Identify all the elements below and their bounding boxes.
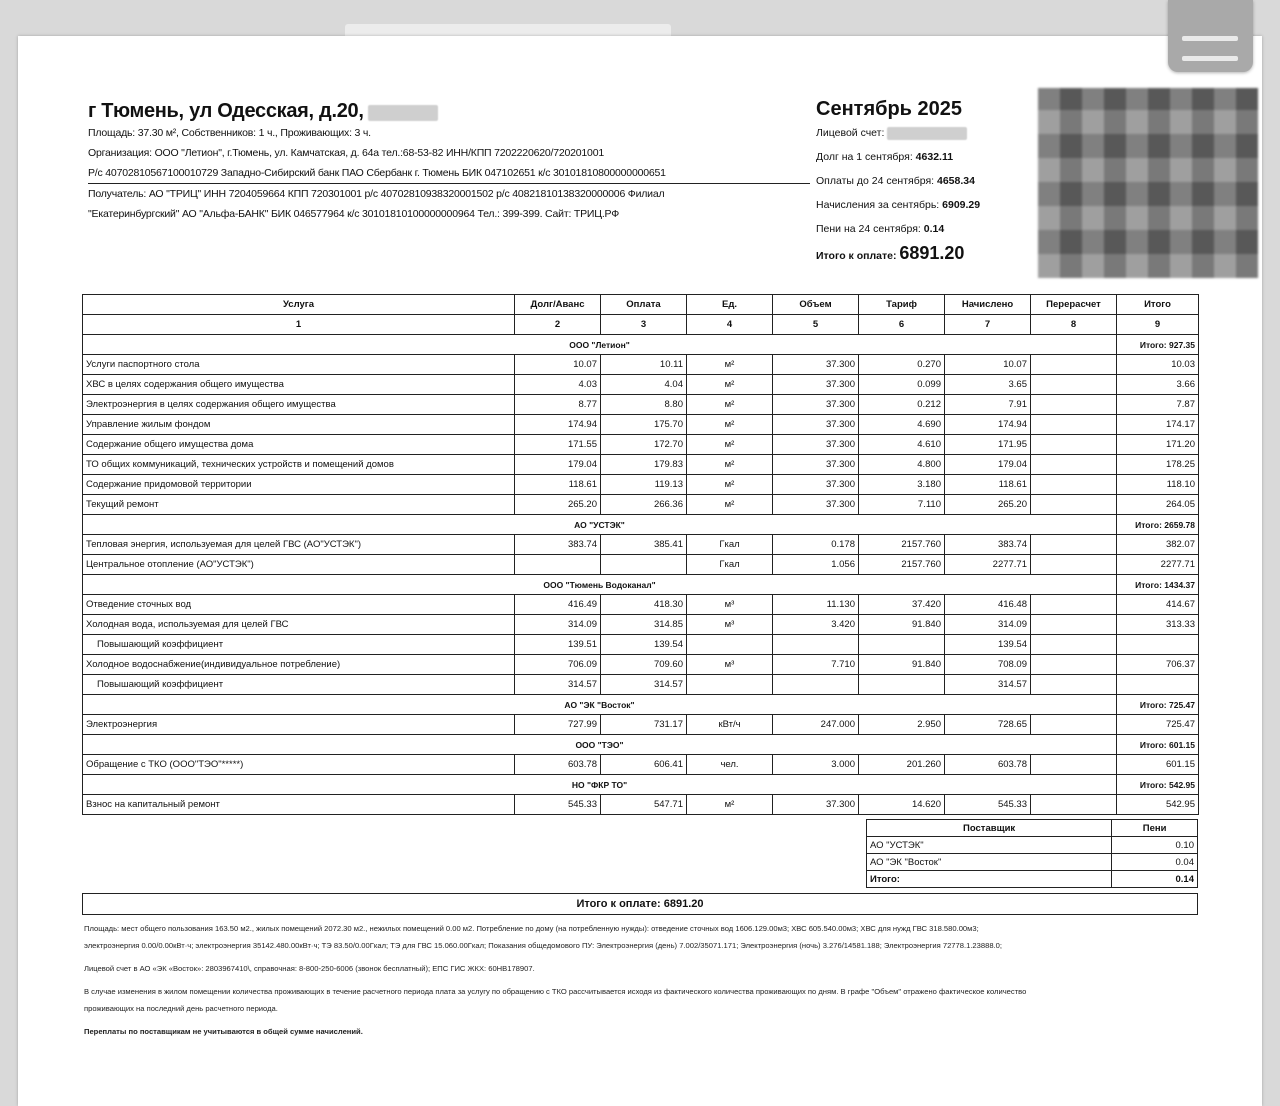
table-cell bbox=[1031, 675, 1117, 695]
col-header: Итого bbox=[1117, 295, 1199, 315]
table-cell: 4.04 bbox=[601, 375, 687, 395]
penalty-value: 0.14 bbox=[923, 223, 945, 235]
total-value: 6891.20 bbox=[899, 243, 965, 263]
table-cell: 0.178 bbox=[773, 535, 859, 555]
table-header-row bbox=[83, 295, 1199, 315]
col-number: 5 bbox=[773, 315, 859, 335]
table-cell: м² bbox=[687, 415, 773, 435]
summary-block bbox=[816, 98, 1036, 264]
table-cell: 3.180 bbox=[859, 475, 945, 495]
penalty-row: АО "УСТЭК" 0.10 bbox=[867, 837, 1198, 854]
provider-row bbox=[83, 735, 1199, 755]
table-cell: 10.11 bbox=[601, 355, 687, 375]
table-cell: 118.61 bbox=[515, 475, 601, 495]
col-header: Перерасчет bbox=[1031, 295, 1117, 315]
service-name: Обращение с ТКО (ООО"ТЭО"*****) bbox=[83, 755, 515, 775]
table-cell bbox=[1031, 355, 1117, 375]
provider-name: ООО "ТЭО" bbox=[83, 735, 1117, 755]
table-cell bbox=[1031, 535, 1117, 555]
table-cell: 0.212 bbox=[859, 395, 945, 415]
table-cell: 171.20 bbox=[1117, 435, 1199, 455]
table-cell: 545.33 bbox=[515, 795, 601, 815]
bank-line: Р/с 40702810567100010729 Западно-Сибирский банк ПАО Сбербанк г. Тюмень БИК 047102651 к/с 30101810800000000651 bbox=[88, 163, 810, 184]
service-name: Холодная вода, используемая для целей ГВС bbox=[83, 615, 515, 635]
table-cell: 3.420 bbox=[773, 615, 859, 635]
col-number: 7 bbox=[945, 315, 1031, 335]
penalties-table bbox=[866, 819, 1198, 888]
grand-total: Итого к оплате: 6891.20 bbox=[82, 893, 1198, 915]
provider-row bbox=[83, 695, 1199, 715]
debt-label: Долг на 1 сентября: bbox=[816, 151, 913, 163]
recipient-line-1: Получатель: АО "ТРИЦ" ИНН 7204059664 КПП 720301001 р/с 40702810938320001502 р/с 40821810138320000006 Филиал bbox=[88, 188, 665, 200]
table-cell: 10.07 bbox=[945, 355, 1031, 375]
table-cell: 314.09 bbox=[945, 615, 1031, 635]
table-row bbox=[83, 655, 1199, 675]
table-colnum-row bbox=[83, 315, 1199, 335]
table-cell: 247.000 bbox=[773, 715, 859, 735]
table-cell: 37.300 bbox=[773, 375, 859, 395]
table-cell: 37.300 bbox=[773, 355, 859, 375]
col-number: 9 bbox=[1117, 315, 1199, 335]
table-cell: 118.10 bbox=[1117, 475, 1199, 495]
penalty-row: АО "ЭК "Восток" 0.04 bbox=[867, 854, 1198, 871]
provider-name: ООО "Тюмень Водоканал" bbox=[83, 575, 1117, 595]
paid-value: 4658.34 bbox=[937, 175, 975, 187]
table-row bbox=[83, 795, 1199, 815]
provider-total: Итого: 2659.78 bbox=[1117, 515, 1199, 535]
col-number: 6 bbox=[859, 315, 945, 335]
note-line: проживающих на последний день расчетного периода. bbox=[84, 1004, 278, 1013]
table-cell: 179.04 bbox=[515, 455, 601, 475]
table-cell: 37.300 bbox=[773, 455, 859, 475]
table-cell: м³ bbox=[687, 615, 773, 635]
table-cell: 731.17 bbox=[601, 715, 687, 735]
service-name: Центральное отопление (АО"УСТЭК") bbox=[83, 555, 515, 575]
table-cell bbox=[1031, 395, 1117, 415]
table-cell: 37.420 bbox=[859, 595, 945, 615]
redacted-account-number bbox=[887, 127, 967, 140]
provider-row bbox=[83, 515, 1199, 535]
table-cell: 14.620 bbox=[859, 795, 945, 815]
table-cell: 174.17 bbox=[1117, 415, 1199, 435]
table-row bbox=[83, 535, 1199, 555]
table-cell: 606.41 bbox=[601, 755, 687, 775]
redacted-apartment bbox=[368, 105, 438, 121]
col-header: Ед. bbox=[687, 295, 773, 315]
penalty-supplier-header: Поставщик bbox=[867, 820, 1112, 837]
service-name: ХВС в целях содержания общего имущества bbox=[83, 375, 515, 395]
table-cell: 542.95 bbox=[1117, 795, 1199, 815]
table-cell: м² bbox=[687, 435, 773, 455]
table-cell: 1.056 bbox=[773, 555, 859, 575]
table-cell: 418.30 bbox=[601, 595, 687, 615]
table-cell: 174.94 bbox=[945, 415, 1031, 435]
table-cell: 8.77 bbox=[515, 395, 601, 415]
table-cell: 725.47 bbox=[1117, 715, 1199, 735]
footnotes bbox=[84, 920, 1196, 1040]
table-cell: 728.65 bbox=[945, 715, 1031, 735]
table-cell: 2157.760 bbox=[859, 555, 945, 575]
table-cell: 601.15 bbox=[1117, 755, 1199, 775]
table-cell: 7.110 bbox=[859, 495, 945, 515]
table-cell: 178.25 bbox=[1117, 455, 1199, 475]
provider-total: Итого: 601.15 bbox=[1117, 735, 1199, 755]
table-cell: 266.36 bbox=[601, 495, 687, 515]
table-cell: 11.130 bbox=[773, 595, 859, 615]
table-cell: м² bbox=[687, 495, 773, 515]
table-cell: 414.67 bbox=[1117, 595, 1199, 615]
provider-total: Итого: 927.35 bbox=[1117, 335, 1199, 355]
table-cell: 706.37 bbox=[1117, 655, 1199, 675]
table-row bbox=[83, 415, 1199, 435]
service-name: Услуги паспортного стола bbox=[83, 355, 515, 375]
col-header: Объем bbox=[773, 295, 859, 315]
table-cell: 313.33 bbox=[1117, 615, 1199, 635]
table-cell: 3.65 bbox=[945, 375, 1031, 395]
qr-code-pixelated bbox=[1038, 88, 1258, 278]
service-name: Текущий ремонт bbox=[83, 495, 515, 515]
table-row bbox=[83, 435, 1199, 455]
table-row bbox=[83, 715, 1199, 735]
table-row bbox=[83, 555, 1199, 575]
table-cell bbox=[1031, 415, 1117, 435]
table-cell: 7.91 bbox=[945, 395, 1031, 415]
table-cell: 175.70 bbox=[601, 415, 687, 435]
table-cell bbox=[773, 675, 859, 695]
table-cell: 139.54 bbox=[601, 635, 687, 655]
table-cell: 706.09 bbox=[515, 655, 601, 675]
table-cell: 7.87 bbox=[1117, 395, 1199, 415]
table-cell: 119.13 bbox=[601, 475, 687, 495]
penalty-amount-header: Пени bbox=[1112, 820, 1198, 837]
table-cell: 4.610 bbox=[859, 435, 945, 455]
table-cell: 416.49 bbox=[515, 595, 601, 615]
table-cell: 91.840 bbox=[859, 615, 945, 635]
table-cell bbox=[1031, 555, 1117, 575]
service-name: Электроэнергия в целях содержания общего имущества bbox=[83, 395, 515, 415]
table-cell: чел. bbox=[687, 755, 773, 775]
table-row bbox=[83, 615, 1199, 635]
table-cell: 139.54 bbox=[945, 635, 1031, 655]
table-row bbox=[83, 455, 1199, 475]
service-name: Управление жилым фондом bbox=[83, 415, 515, 435]
table-cell: 2277.71 bbox=[945, 555, 1031, 575]
table-cell: 174.94 bbox=[515, 415, 601, 435]
provider-total: Итого: 542.95 bbox=[1117, 775, 1199, 795]
table-cell: 3.000 bbox=[773, 755, 859, 775]
provider-row bbox=[83, 575, 1199, 595]
total-label: Итого к оплате: bbox=[816, 250, 897, 262]
col-number: 2 bbox=[515, 315, 601, 335]
service-name: Взнос на капитальный ремонт bbox=[83, 795, 515, 815]
table-cell bbox=[1031, 795, 1117, 815]
provider-row bbox=[83, 335, 1199, 355]
table-cell: 37.300 bbox=[773, 795, 859, 815]
table-cell bbox=[1031, 595, 1117, 615]
table-cell: 547.71 bbox=[601, 795, 687, 815]
provider-name: АО "УСТЭК" bbox=[83, 515, 1117, 535]
table-cell: 37.300 bbox=[773, 475, 859, 495]
note-line: Площадь: мест общего пользования 163.50 м2., жилых помещений 2072.30 м2., нежилых помещений 0.00 м2. Потребление по дому (на потребленную нужды): отведение сточных вод 1606.129.00м3; ХВС 605.540.00м3; ХВС для нужд ГВС 318.580.00м3; bbox=[84, 924, 979, 933]
table-cell: 171.55 bbox=[515, 435, 601, 455]
table-cell: 91.840 bbox=[859, 655, 945, 675]
table-cell: 314.57 bbox=[945, 675, 1031, 695]
table-cell: кВт/ч bbox=[687, 715, 773, 735]
table-cell: 545.33 bbox=[945, 795, 1031, 815]
table-cell: 201.260 bbox=[859, 755, 945, 775]
table-cell bbox=[859, 635, 945, 655]
table-cell: м² bbox=[687, 375, 773, 395]
paid-label: Оплаты до 24 сентября: bbox=[816, 175, 935, 187]
service-name: Тепловая энергия, используемая для целей ГВС (АО"УСТЭК") bbox=[83, 535, 515, 555]
table-cell bbox=[1031, 655, 1117, 675]
account-label: Лицевой счет: bbox=[816, 127, 885, 139]
col-header: Услуга bbox=[83, 295, 515, 315]
charged-value: 6909.29 bbox=[942, 199, 981, 211]
hamburger-icon bbox=[1182, 36, 1238, 41]
table-row bbox=[83, 475, 1199, 495]
table-cell bbox=[1031, 475, 1117, 495]
table-cell: м² bbox=[687, 475, 773, 495]
table-cell: м² bbox=[687, 355, 773, 375]
address-title: г Тюмень, ул Одесская, д.20, bbox=[88, 100, 364, 122]
recipient-line-2: "Екатеринбургский" АО "Альфа-БАНК" БИК 046577964 к/с 30101810100000000964 Тел.: 399-399. Сайт: ТРИЦ.РФ bbox=[88, 208, 619, 220]
service-name: Повышающий коэффициент bbox=[83, 635, 515, 655]
menu-button[interactable] bbox=[1168, 0, 1253, 72]
table-cell bbox=[773, 635, 859, 655]
table-cell: 118.61 bbox=[945, 475, 1031, 495]
charges-table bbox=[82, 294, 1199, 815]
table-cell bbox=[1031, 615, 1117, 635]
table-cell: 4.800 bbox=[859, 455, 945, 475]
table-cell: 4.690 bbox=[859, 415, 945, 435]
table-cell: 4.03 bbox=[515, 375, 601, 395]
table-cell: 265.20 bbox=[515, 495, 601, 515]
penalty-total-row: Итого: 0.14 bbox=[867, 871, 1198, 888]
table-cell bbox=[1117, 675, 1199, 695]
note-line: Переплаты по поставщикам не учитываются в общей сумме начислений. bbox=[84, 1027, 363, 1036]
table-cell: 37.300 bbox=[773, 495, 859, 515]
table-cell: м² bbox=[687, 395, 773, 415]
table-cell: 139.51 bbox=[515, 635, 601, 655]
service-name: Отведение сточных вод bbox=[83, 595, 515, 615]
table-cell: 10.07 bbox=[515, 355, 601, 375]
col-header: Тариф bbox=[859, 295, 945, 315]
provider-total: Итого: 1434.37 bbox=[1117, 575, 1199, 595]
table-row bbox=[83, 375, 1199, 395]
table-cell: 314.85 bbox=[601, 615, 687, 635]
col-number: 1 bbox=[83, 315, 515, 335]
table-cell bbox=[859, 675, 945, 695]
table-cell bbox=[1117, 635, 1199, 655]
table-cell: 37.300 bbox=[773, 435, 859, 455]
note-line: электроэнергия 0.00/0.00кВт·ч; электроэнергия 35142.480.00кВт·ч; ТЭ 83.50/0.00Гкал; ТЭ для ГВС 15.060.00Гкал; Показания общедомового ПУ: Электроэнергия (день) 7.002/35071.171; Электроэнергия (ночь) 3.276/14581.188; Электроэнергия 72778.1.23888.0; bbox=[84, 941, 1002, 950]
table-cell: 708.09 bbox=[945, 655, 1031, 675]
table-row bbox=[83, 355, 1199, 375]
col-header: Начислено bbox=[945, 295, 1031, 315]
table-cell: 37.300 bbox=[773, 395, 859, 415]
service-name: Повышающий коэффициент bbox=[83, 675, 515, 695]
table-cell bbox=[1031, 375, 1117, 395]
table-row bbox=[83, 635, 1199, 655]
service-name: Содержание общего имущества дома bbox=[83, 435, 515, 455]
table-cell: 171.95 bbox=[945, 435, 1031, 455]
table-cell: 0.270 bbox=[859, 355, 945, 375]
table-row bbox=[83, 595, 1199, 615]
table-cell: 179.04 bbox=[945, 455, 1031, 475]
table-cell: м² bbox=[687, 455, 773, 475]
provider-total: Итого: 725.47 bbox=[1117, 695, 1199, 715]
col-header: Долг/Аванс bbox=[515, 295, 601, 315]
charged-label: Начисления за сентябрь: bbox=[816, 199, 940, 211]
table-cell: 603.78 bbox=[945, 755, 1031, 775]
table-cell bbox=[687, 635, 773, 655]
table-cell: 264.05 bbox=[1117, 495, 1199, 515]
table-row bbox=[83, 395, 1199, 415]
table-cell bbox=[687, 675, 773, 695]
penalty-label: Пени на 24 сентября: bbox=[816, 223, 921, 235]
table-row bbox=[83, 675, 1199, 695]
table-cell: 383.74 bbox=[515, 535, 601, 555]
service-name: Содержание придомовой территории bbox=[83, 475, 515, 495]
provider-name: АО "ЭК "Восток" bbox=[83, 695, 1117, 715]
provider-row bbox=[83, 775, 1199, 795]
service-name: ТО общих коммуникаций, технических устройств и помещений домов bbox=[83, 455, 515, 475]
table-cell: 172.70 bbox=[601, 435, 687, 455]
table-cell bbox=[1031, 755, 1117, 775]
table-cell bbox=[1031, 715, 1117, 735]
table-cell: 7.710 bbox=[773, 655, 859, 675]
table-cell: Гкал bbox=[687, 555, 773, 575]
table-cell: 2.950 bbox=[859, 715, 945, 735]
table-cell: 10.03 bbox=[1117, 355, 1199, 375]
debt-value: 4632.11 bbox=[915, 151, 954, 163]
area-line: Площадь: 37.30 м², Собственников: 1 ч., Проживающих: 3 ч. bbox=[88, 127, 371, 139]
table-cell: 314.09 bbox=[515, 615, 601, 635]
table-cell: 709.60 bbox=[601, 655, 687, 675]
table-cell: м³ bbox=[687, 655, 773, 675]
col-header: Оплата bbox=[601, 295, 687, 315]
table-cell: 603.78 bbox=[515, 755, 601, 775]
table-cell: 314.57 bbox=[601, 675, 687, 695]
provider-name: ООО "Летион" bbox=[83, 335, 1117, 355]
table-cell: 3.66 bbox=[1117, 375, 1199, 395]
table-cell: 2157.760 bbox=[859, 535, 945, 555]
table-cell: 8.80 bbox=[601, 395, 687, 415]
table-row bbox=[83, 495, 1199, 515]
table-cell: м² bbox=[687, 795, 773, 815]
col-number: 3 bbox=[601, 315, 687, 335]
address-block bbox=[88, 100, 808, 224]
table-cell: 385.41 bbox=[601, 535, 687, 555]
table-cell: 314.57 bbox=[515, 675, 601, 695]
table-cell: 727.99 bbox=[515, 715, 601, 735]
provider-name: НО "ФКР ТО" bbox=[83, 775, 1117, 795]
table-cell bbox=[515, 555, 601, 575]
table-body bbox=[83, 335, 1199, 815]
table-cell bbox=[601, 555, 687, 575]
col-number: 4 bbox=[687, 315, 773, 335]
billing-month: Сентябрь 2025 bbox=[816, 98, 963, 120]
table-cell: 2277.71 bbox=[1117, 555, 1199, 575]
org-line: Организация: ООО "Летион", г.Тюмень, ул. Камчатская, д. 64а тел.:68-53-82 ИНН/КПП 7202220620/720201001 bbox=[88, 147, 604, 159]
table-cell bbox=[1031, 455, 1117, 475]
table-cell: Гкал bbox=[687, 535, 773, 555]
table-cell bbox=[1031, 435, 1117, 455]
note-line: В случае изменения в жилом помещении количества проживающих в течение расчетного периода плата за услугу по обращению с ТКО рассчитывается исходя из фактического количества проживающих по дням. В графе "Объем" отражено фактическое количество bbox=[84, 987, 1027, 996]
col-number: 8 bbox=[1031, 315, 1117, 335]
table-cell: м³ bbox=[687, 595, 773, 615]
table-cell: 416.48 bbox=[945, 595, 1031, 615]
table-row bbox=[83, 755, 1199, 775]
service-name: Холодное водоснабжение(индивидуальное потребление) bbox=[83, 655, 515, 675]
service-name: Электроэнергия bbox=[83, 715, 515, 735]
table-cell: 382.07 bbox=[1117, 535, 1199, 555]
table-cell: 383.74 bbox=[945, 535, 1031, 555]
table-cell: 179.83 bbox=[601, 455, 687, 475]
note-line: Лицевой счет в АО «ЭК «Восток»: 2803967410\, справочная: 8-800-250-6006 (звонок бесплатный); ЕПС ГИС ЖКХ: 60НВ178907. bbox=[84, 964, 535, 973]
table-cell: 0.099 bbox=[859, 375, 945, 395]
table-cell bbox=[1031, 495, 1117, 515]
table-cell: 265.20 bbox=[945, 495, 1031, 515]
table-cell: 37.300 bbox=[773, 415, 859, 435]
table-cell bbox=[1031, 635, 1117, 655]
